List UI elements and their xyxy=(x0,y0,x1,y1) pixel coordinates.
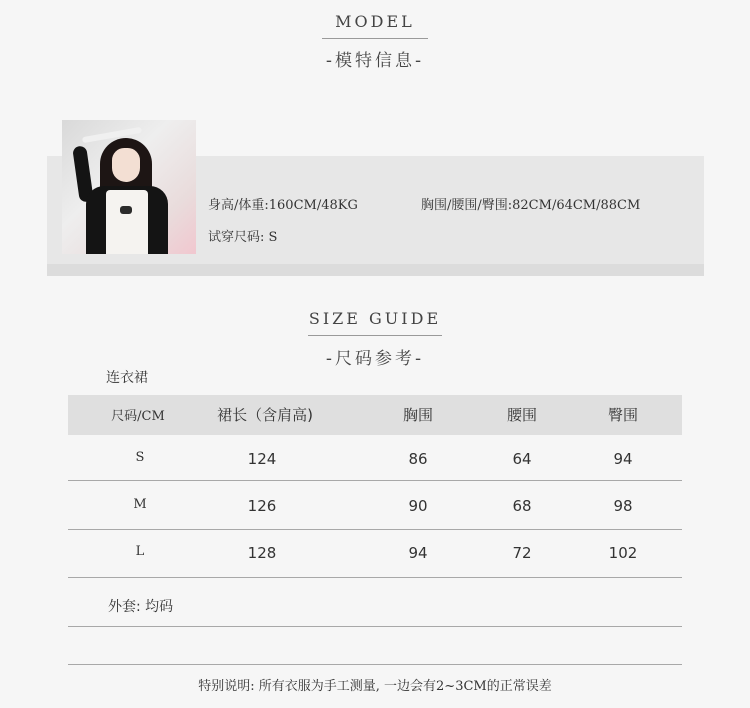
model-height-weight: 身高/体重:160CM/48KG xyxy=(208,198,358,213)
table-row-m-bust: 90 xyxy=(408,497,428,515)
table-row-l-bust: 94 xyxy=(408,544,428,562)
size-guide-title-cn: -尺码参考- xyxy=(325,349,425,369)
header-bust: 胸围 xyxy=(402,406,433,424)
table-row-s-waist: 64 xyxy=(512,450,532,468)
table-row-l-hip: 102 xyxy=(608,544,638,562)
header-length: 裙长（含肩高) xyxy=(217,406,313,424)
measurement-note: 特别说明: 所有衣服为手工测量, 一边会有2~3CM的正常误差 xyxy=(198,679,552,694)
table-row-divider xyxy=(68,480,682,481)
outer-size-label: 外套: 均码 xyxy=(108,599,174,615)
table-row-s-bust: 86 xyxy=(408,450,428,468)
outer-divider xyxy=(68,626,682,627)
table-row-divider xyxy=(68,577,682,578)
table-row-divider xyxy=(68,529,682,530)
model-measurements: 胸围/腰围/臀围:82CM/64CM/88CM xyxy=(421,198,641,213)
table-row-l-waist: 72 xyxy=(512,544,532,562)
model-trial-size: 试穿尺码: S xyxy=(208,230,278,245)
garment-label: 连衣裙 xyxy=(106,370,148,386)
table-row-l-size: L xyxy=(135,544,145,559)
size-guide-title-rule xyxy=(308,335,442,336)
model-info-band-shadow xyxy=(47,264,704,276)
table-row-m-size: M xyxy=(133,497,147,512)
model-title-en: MODEL xyxy=(335,12,415,31)
note-divider xyxy=(68,664,682,665)
model-title-cn: -模特信息- xyxy=(325,51,425,71)
header-hip: 臀围 xyxy=(607,406,638,424)
table-row-l-length: 128 xyxy=(247,544,277,562)
table-row-s-length: 124 xyxy=(247,450,277,468)
table-row-m-length: 126 xyxy=(247,497,277,515)
table-row-m-waist: 68 xyxy=(512,497,532,515)
model-photo xyxy=(62,120,196,254)
size-guide-title-en: SIZE GUIDE xyxy=(308,309,442,328)
header-size: 尺码/CM xyxy=(111,409,165,424)
table-row-m-hip: 98 xyxy=(613,497,633,515)
table-row-s-hip: 94 xyxy=(613,450,633,468)
model-title-rule xyxy=(322,38,428,39)
table-row-s-size: S xyxy=(135,450,145,465)
header-waist: 腰围 xyxy=(506,406,537,424)
